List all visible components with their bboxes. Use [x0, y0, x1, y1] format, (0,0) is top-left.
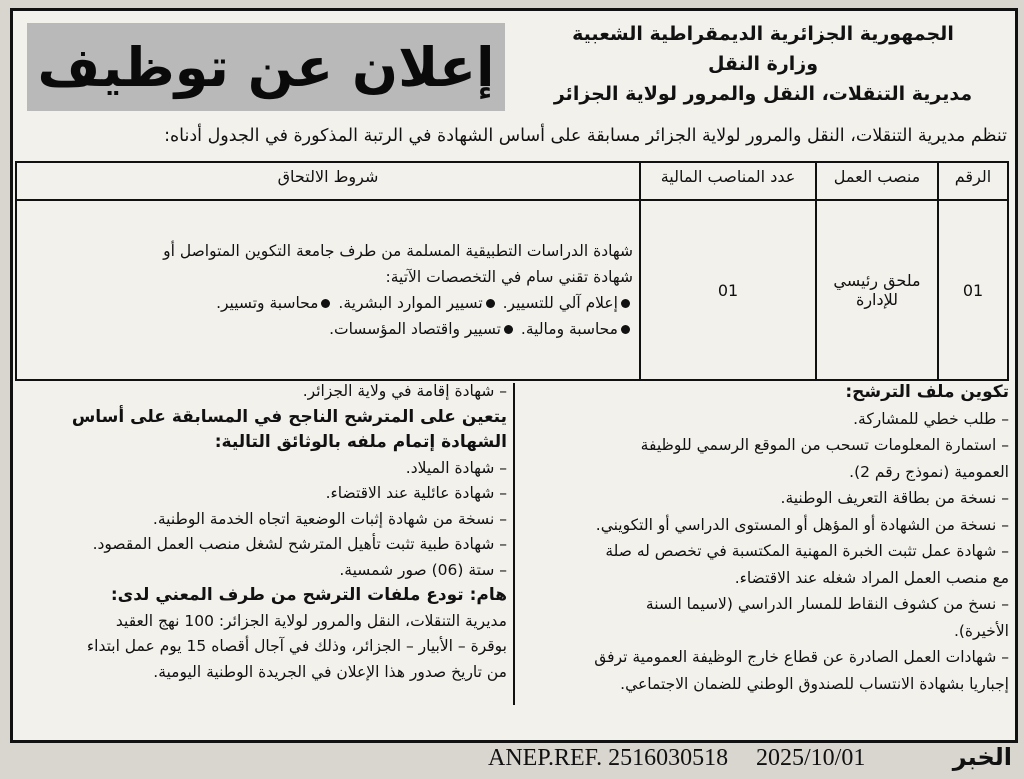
- list-item: – شهادة عائلية عند الاقتضاء.: [325, 484, 507, 502]
- address-line: مديرية التنقلات، النقل والمرور لولاية الجزائر: 100 نهج العقيد: [115, 611, 507, 630]
- bold-heading: الشهادة إتمام ملفه بالوثائق التالية:: [214, 432, 507, 452]
- position-line: للإدارة: [855, 290, 899, 309]
- cell-count: 01: [640, 200, 816, 380]
- cell-conditions: [16, 200, 640, 380]
- announcement-page: [10, 8, 1018, 743]
- list-item: الأخيرة).: [953, 621, 1009, 640]
- list-item: – شهادات العمل الصادرة عن قطاع خارج الوظيفة العمومية ترفق: [594, 648, 1009, 666]
- list-item: – شهادة إقامة في ولاية الجزائر.: [302, 382, 507, 400]
- specialty: محاسبة وتسيير.: [216, 294, 319, 312]
- list-item: – شهادة عمل تثبت الخبرة المهنية المكتسبة في تخصص له صلة: [605, 542, 1009, 560]
- header-line: وزارة النقل: [707, 53, 819, 75]
- list-item: – شهادة طبية تثبت تأهيل المترشح لشغل منصب العمل المقصود.: [92, 535, 507, 553]
- list-item: – استمارة المعلومات تسحب من الموقع الرسمي للوظيفة: [640, 436, 1009, 454]
- bullet-icon: [321, 299, 330, 308]
- specialty: محاسبة ومالية.: [520, 320, 618, 338]
- table-header-row: [16, 162, 1008, 200]
- condition-line: شهادة الدراسات التطبيقية المسلمة من طرف جامعة التكوين المتواصل أو: [163, 242, 633, 260]
- list-item: إجباريا بشهادة الانتساب للصندوق الوطني للضمان الاجتماعي.: [620, 674, 1009, 693]
- list-item: – نسخة من الشهادة أو المؤهل أو المستوى الدراسي أو التكويني.: [595, 515, 1009, 534]
- list-item: – نسخ من كشوف النقاط للمسار الدراسي (لاسيما السنة: [645, 595, 1009, 613]
- details-section: [21, 379, 1009, 709]
- table-row: [16, 200, 1008, 380]
- list-item: العمومية (نموذج رقم 2).: [849, 462, 1009, 481]
- newspaper-logo: الخبر: [952, 743, 1012, 771]
- specialty: تسيير واقتصاد المؤسسات.: [329, 320, 501, 338]
- cell-position: [816, 200, 938, 380]
- condition-line: شهادة تقني سام في التخصصات الآتية:: [385, 268, 633, 286]
- issuer-header: [523, 19, 1003, 109]
- bullet-icon: [621, 325, 630, 334]
- bold-heading: يتعين على المترشح الناجح في المسابقة على أساس: [71, 406, 507, 427]
- list-item: – شهادة الميلاد.: [405, 458, 507, 477]
- column-divider: [513, 383, 515, 705]
- header-position: منصب العمل: [816, 162, 938, 200]
- specialty: إعلام آلي للتسيير.: [502, 294, 618, 312]
- position-line: ملحق رئيسي: [833, 271, 921, 290]
- intro-text: تنظم مديرية التنقلات، النقل والمرور لولاية الجزائر مسابقة على أساس الشهادة في الرتبة المذكورة في الجدول أدناه:: [164, 126, 1007, 146]
- footer-bar: [10, 743, 1018, 779]
- list-item: – ستة (06) صور شمسية.: [339, 560, 507, 579]
- list-item: – نسخة من بطاقة التعريف الوطنية.: [780, 489, 1009, 507]
- file-title: تكوين ملف الترشح:: [845, 382, 1009, 402]
- publication-date: 2025/10/01: [756, 745, 866, 771]
- header-conditions: شروط الالتحاق: [16, 162, 640, 200]
- condition-specialties: [23, 316, 633, 342]
- condition-specialties: [23, 290, 633, 316]
- bullet-icon: [486, 299, 495, 308]
- address-line: بوقرة – الأبيار – الجزائر، وذلك في آجال أقصاه 15 يوم عمل ابتداء: [86, 637, 507, 655]
- header-count: عدد المناصب المالية: [640, 162, 816, 200]
- header-line: الجمهورية الجزائرية الديمقراطية الشعبية: [572, 23, 954, 45]
- header-number: الرقم: [938, 162, 1008, 200]
- positions-table: [15, 161, 1009, 381]
- address-line: من تاريخ صدور هذا الإعلان في الجريدة الوطنية اليومية.: [153, 662, 507, 681]
- important-note: هام: تودع ملفات الترشح من طرف المعني لدى:: [110, 585, 507, 605]
- bullet-icon: [621, 299, 630, 308]
- header-line: مديرية التنقلات، النقل والمرور لولاية الجزائر: [553, 83, 973, 105]
- list-item: مع منصب العمل المراد شغله عند الاقتضاء.: [734, 568, 1009, 587]
- specialty: تسيير الموارد البشرية.: [338, 294, 483, 312]
- anep-reference: ANEP.REF. 2516030518: [488, 745, 729, 771]
- bullet-icon: [504, 325, 513, 334]
- list-item: – نسخة من شهادة إثبات الوضعية اتجاه الخدمة الوطنية.: [152, 509, 507, 528]
- recruitment-banner: إعلان عن توظيف: [27, 23, 505, 111]
- successful-candidate-column: [21, 379, 507, 685]
- list-item: – طلب خطي للمشاركة.: [853, 409, 1009, 428]
- application-file-column: [521, 379, 1009, 697]
- cell-number: 01: [938, 200, 1008, 380]
